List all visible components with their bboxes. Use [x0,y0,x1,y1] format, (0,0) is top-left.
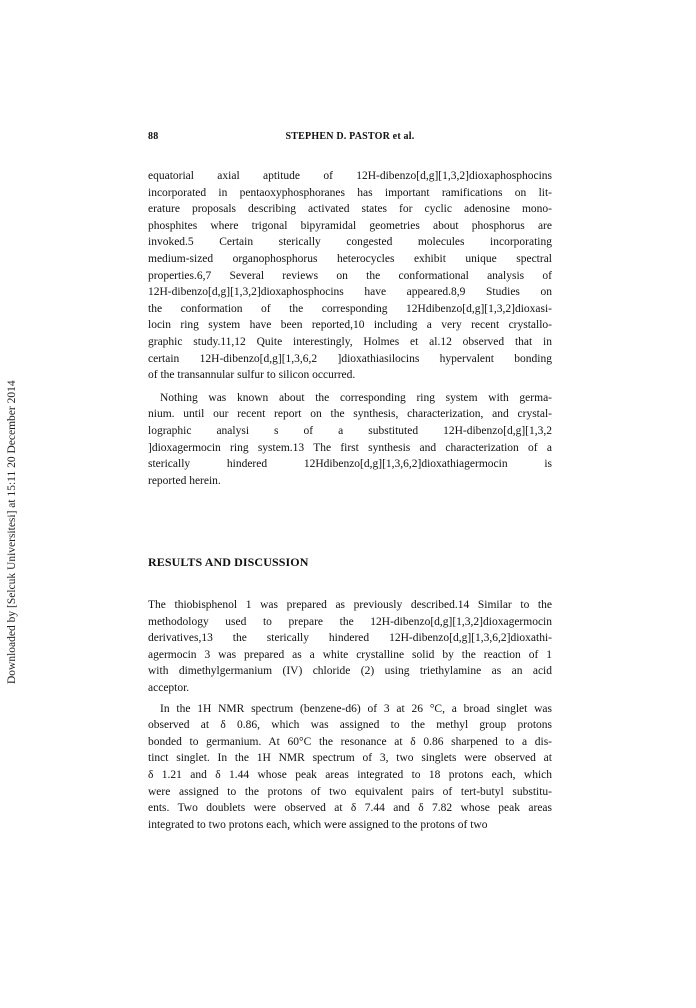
text-line: equatorial axial aptitude of 12H-dibenzo[d,g][1,3,2]dioxaphosphocins [148,170,552,182]
text-line: locin ring system have been reported,10 including a very recent crystallo- [148,319,552,332]
text-line: acceptor. [148,681,190,694]
running-head: STEPHEN D. PASTOR et al. [285,131,415,142]
text-line: δ 1.21 and δ 1.44 whose peak areas integrated to 18 protons each, which [148,768,552,781]
text-line: incorporated in pentaoxyphosphoranes has important ramifications on lit- [148,186,552,199]
text-line: tinct singlet. In the 1H NMR spectrum of 3, two singlets were observed at [148,752,552,765]
text-line: nium. until our recent report on the synthesis, characterization, and crystal- [148,408,552,421]
page-header [148,131,552,147]
text-line: were assigned to the protons of two equivalent pairs of tert-butyl substitu- [148,785,552,798]
text-line: observed at δ 0.86, which was assigned to the methyl group protons [148,719,552,732]
text-line: of the transannular sulfur to silicon occurred. [148,369,356,382]
text-line: Nothing was known about the corresponding ring system with germa- [160,391,552,404]
text-line: The thiobisphenol 1 was prepared as previously described.14 Similar to the [148,599,552,611]
text-line: graphic study.11,12 Quite interestingly, Holmes et al.12 observed that in [148,335,552,348]
text-line: derivatives,13 the sterically hindered 12H-dibenzo[d,g][1,3,6,2]dioxathi- [148,632,552,645]
text-line: phosphites where trigonal bipyramidal geometries about phosphorus are [148,219,552,232]
text-line: ]dioxagermocin ring system.13 The first synthesis and characterization of a [148,441,552,454]
paragraph-3 [148,597,552,833]
text-line: medium-sized organophosphorus heterocycles exhibit unique spectral [148,252,552,265]
text-line: reported herein. [148,474,221,487]
section-heading: RESULTS AND DISCUSSION [148,555,309,569]
text-line: sterically hindered 12Hdibenzo[d,g][1,3,6,2]dioxathiagermocin is [148,458,552,471]
text-line: methodology used to prepare the 12H-dibenzo[d,g][1,3,2]dioxagermocin [148,615,552,628]
download-watermark: Downloaded by [Selcuk Universitesi] at 15:11 20 December 2014 [6,380,18,684]
text-line: integrated to two protons each, which were assigned to the protons of two [148,818,488,831]
text-line: lographic analysi s of a substituted 12H-dibenzo[d,g][1,3,2 [148,424,552,437]
page-number: 88 [148,131,159,142]
text-line: erature proposals describing activated states for cyclic adenosine mono- [148,203,552,216]
text-line: with dimethylgermanium (IV) chloride (2) using triethylamine as an acid [148,665,552,678]
text-line: agermocin 3 was prepared as a white crystalline solid by the reaction of 1 [148,648,552,661]
text-line: bonded to germanium. At 60°C the resonance at δ 0.86 sharpened to a dis- [148,735,552,748]
text-line: the conformation of the corresponding 12Hdibenzo[d,g][1,3,2]dioxasi- [148,302,552,315]
text-line: certain 12H-dibenzo[d,g][1,3,6,2 ]dioxathiasilocins hypervalent bonding [148,352,552,365]
text-line: In the 1H NMR spectrum (benzene-d6) of 3 at 26 °C, a broad singlet was [160,702,552,715]
text-line: ents. Two doublets were observed at δ 7.44 and δ 7.82 whose peak areas [148,802,552,815]
text-line: properties.6,7 Several reviews on the conformational analysis of [148,269,552,282]
text-line: 12H-dibenzo[d,g][1,3,2]dioxaphosphocins have appeared.8,9 Studies on [148,286,552,299]
paragraph-1 [148,168,552,489]
text-line: invoked.5 Certain sterically congested molecules incorporating [148,236,552,249]
